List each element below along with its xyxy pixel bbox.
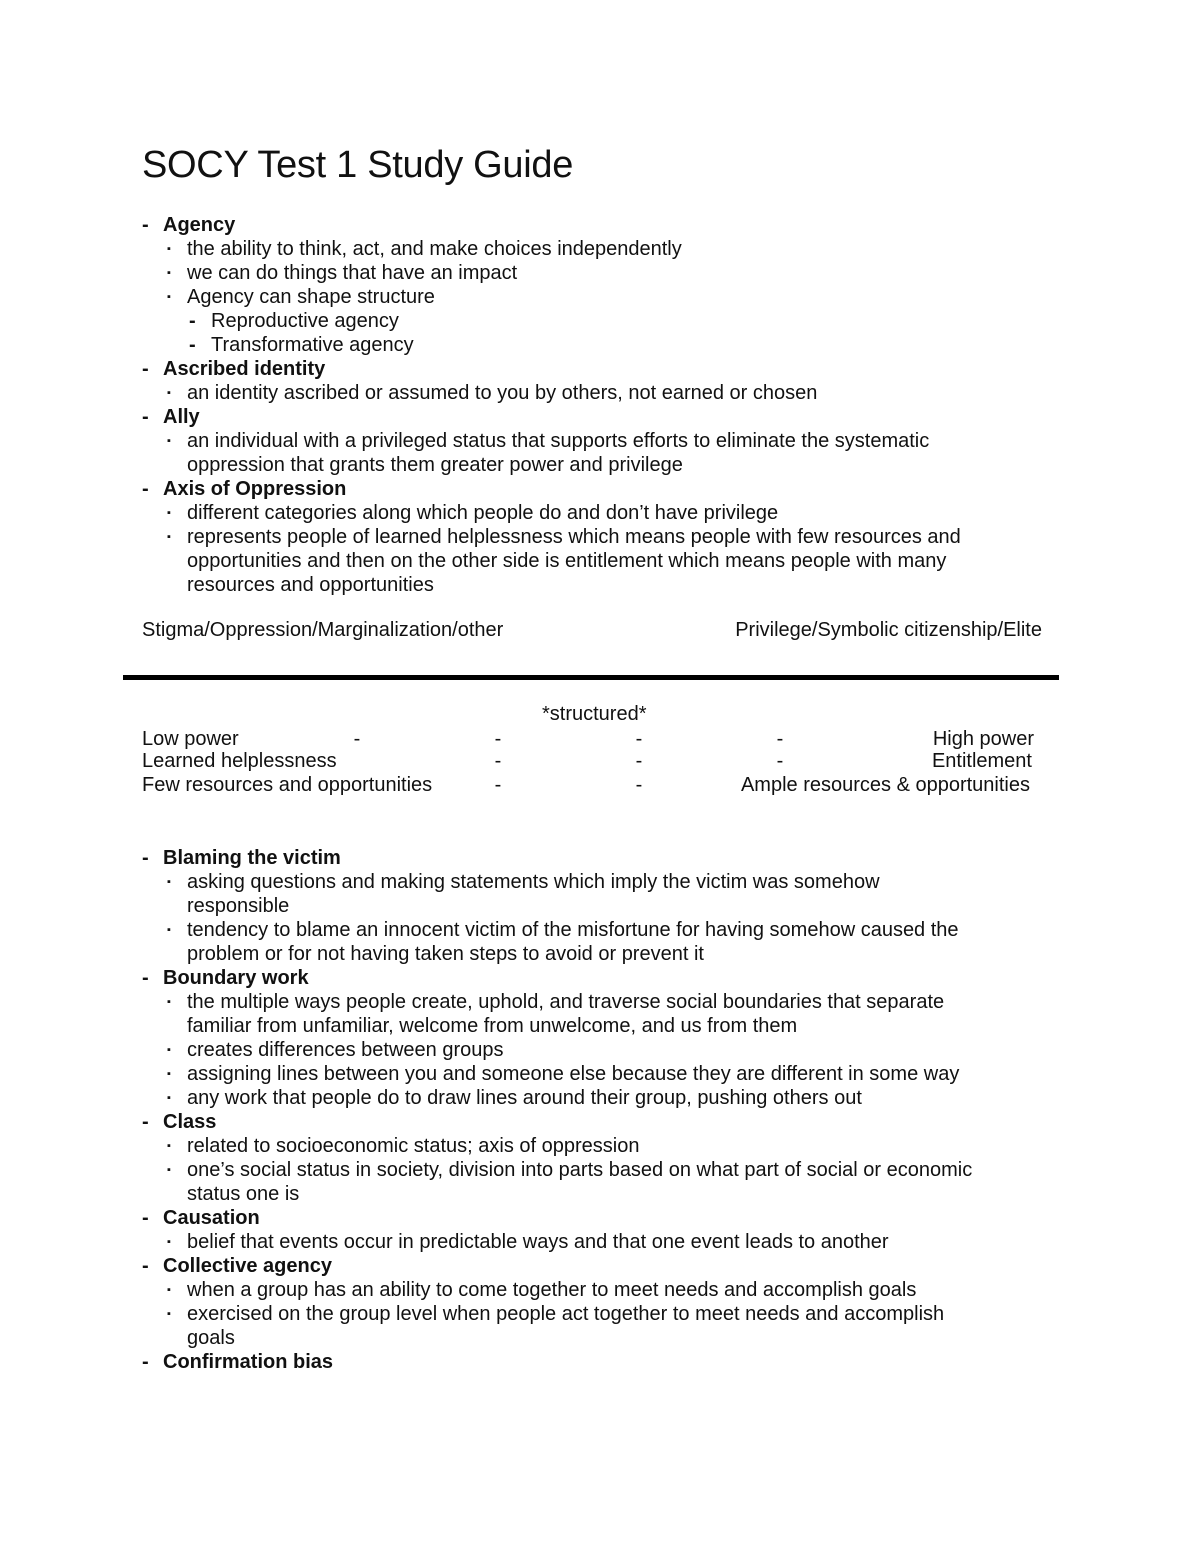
row-dash: -	[635, 750, 643, 772]
bullet-marker: ▪	[167, 531, 171, 543]
bullet-point	[142, 1278, 1072, 1302]
bullet-marker: ▪	[167, 387, 171, 399]
bullet-point	[142, 1086, 1072, 1110]
bullet-continuation	[142, 453, 1072, 477]
bullet-marker: ▪	[167, 1044, 171, 1056]
bullet-point-text: we can do things that have an impact	[187, 262, 518, 284]
bullet-point-text: assigning lines between you and someone else because they are different in some way	[187, 1063, 960, 1085]
bullet-marker: ▪	[167, 1164, 171, 1176]
bullet-point	[142, 1230, 1072, 1254]
bullet-point-text: different categories along which people do and don’t have privilege	[187, 502, 779, 524]
dash-marker: -	[142, 967, 149, 989]
bullet-marker: ▪	[167, 507, 171, 519]
sub-point	[142, 333, 1072, 357]
bullet-point-text: an individual with a privileged status that supports efforts to eliminate the systematic	[187, 430, 930, 452]
term-heading	[142, 966, 1072, 990]
dash-marker: -	[142, 1111, 149, 1133]
sub-point-text: Reproductive agency	[211, 310, 399, 332]
term-heading-text: Class	[163, 1111, 217, 1133]
bullet-point	[142, 1038, 1072, 1062]
row-left-label: Few resources and opportunities	[142, 774, 433, 796]
bullet-point	[142, 870, 1072, 894]
bullet-marker: ▪	[167, 876, 171, 888]
dash-marker: -	[142, 1351, 149, 1373]
bullet-point-text: any work that people do to draw lines around their group, pushing others out	[187, 1087, 862, 1109]
bullet-continuation	[142, 942, 1072, 966]
row-right-label: Entitlement	[931, 750, 1032, 772]
bullet-point-text: when a group has an ability to come together to meet needs and accomplish goals	[187, 1279, 917, 1301]
bullet-point	[142, 525, 1072, 549]
bullet-continuation-text: familiar from unfamiliar, welcome from unwelcome, and us from them	[187, 1015, 798, 1037]
row-dash: -	[494, 728, 502, 750]
dash-marker: -	[142, 1255, 149, 1277]
row-dash: -	[635, 774, 643, 796]
structured-caption: *structured*	[542, 703, 647, 725]
term-heading	[142, 357, 1072, 381]
dash-marker: -	[142, 358, 149, 380]
term-heading-text: Boundary work	[163, 967, 309, 989]
term-heading-text: Confirmation bias	[163, 1351, 334, 1373]
row-dash: -	[494, 774, 502, 796]
term-heading-text: Ally	[163, 406, 200, 428]
bullet-point	[142, 1302, 1072, 1326]
bullet-point	[142, 429, 1072, 453]
term-heading-text: Axis of Oppression	[163, 478, 347, 500]
term-list-part-1	[142, 213, 1072, 597]
bullet-marker: ▪	[167, 1308, 171, 1320]
bullet-point	[142, 1158, 1072, 1182]
bullet-point-text: Agency can shape structure	[187, 286, 435, 308]
row-right-label: High power	[932, 728, 1034, 750]
bullet-point	[142, 1062, 1072, 1086]
term-heading-text: Causation	[163, 1207, 260, 1229]
bullet-point-text: one’s social status in society, division into parts based on what part of social or economic	[187, 1159, 973, 1181]
dash-marker: -	[142, 478, 149, 500]
bullet-point-text: the ability to think, act, and make choices independently	[187, 238, 682, 260]
bullet-point-text: tendency to blame an innocent victim of the misfortune for having somehow caused the	[187, 919, 959, 941]
bullet-marker: ▪	[167, 924, 171, 936]
bullet-point-text: asking questions and making statements which imply the victim was somehow	[187, 871, 880, 893]
bullet-continuation-text: responsible	[187, 895, 290, 917]
bullet-continuation	[142, 573, 1072, 597]
bullet-point-text: represents people of learned helplessness which means people with few resources and	[187, 526, 961, 548]
term-heading-text: Ascribed identity	[163, 358, 326, 380]
bullet-point-text: belief that events occur in predictable ways and that one event leads to another	[187, 1231, 889, 1253]
sub-point-text: Transformative agency	[211, 334, 414, 356]
dash-marker: -	[189, 334, 196, 356]
bullet-point-text: exercised on the group level when people act together to meet needs and accomplish	[187, 1303, 945, 1325]
dash-marker: -	[142, 406, 149, 428]
dash-marker: -	[142, 214, 149, 236]
row-dash: -	[635, 728, 643, 750]
term-heading	[142, 477, 1072, 501]
row-right-label: Ample resources & opportunities	[740, 774, 1030, 796]
term-heading	[142, 1110, 1072, 1134]
bullet-marker: ▪	[167, 267, 171, 279]
bullet-continuation	[142, 1014, 1072, 1038]
bullet-marker: ▪	[167, 1284, 171, 1296]
bullet-marker: ▪	[167, 243, 171, 255]
bullet-point	[142, 381, 1072, 405]
bullet-continuation-text: goals	[187, 1327, 235, 1349]
bullet-continuation	[142, 549, 1072, 573]
spectrum-right-label: Privilege/Symbolic citizenship/Elite	[735, 619, 1042, 641]
bullet-continuation-text: oppression that grants them greater power and privilege	[187, 454, 683, 476]
bullet-point	[142, 1134, 1072, 1158]
term-heading-text: Agency	[163, 214, 236, 236]
dash-marker: -	[142, 847, 149, 869]
bullet-continuation	[142, 1182, 1072, 1206]
bullet-point-text: related to socioeconomic status; axis of oppression	[187, 1135, 640, 1157]
row-dash: -	[494, 750, 502, 772]
bullet-marker: ▪	[167, 996, 171, 1008]
bullet-continuation-text: problem or for not having taken steps to avoid or prevent it	[187, 943, 704, 965]
bullet-marker: ▪	[167, 1140, 171, 1152]
bullet-continuation-text: resources and opportunities	[187, 574, 434, 596]
page-title: SOCY Test 1 Study Guide	[142, 144, 574, 186]
bullet-point	[142, 285, 1072, 309]
row-dash: -	[353, 728, 361, 750]
row-dash: -	[776, 728, 784, 750]
row-dash: -	[776, 750, 784, 772]
row-left-label: Low power	[142, 728, 239, 750]
term-heading	[142, 846, 1072, 870]
dash-marker: -	[142, 1207, 149, 1229]
term-list-part-2	[142, 846, 1072, 1374]
bullet-point-text: the multiple ways people create, uphold, and traverse social boundaries that separate	[187, 991, 945, 1013]
bullet-marker: ▪	[167, 1068, 171, 1080]
bullet-continuation	[142, 894, 1072, 918]
term-heading	[142, 1350, 1072, 1374]
term-heading	[142, 213, 1072, 237]
row-left-label: Learned helplessness	[142, 750, 337, 772]
sub-point	[142, 309, 1072, 333]
bullet-point	[142, 501, 1072, 525]
bullet-point	[142, 261, 1072, 285]
bullet-point-text: creates differences between groups	[187, 1039, 504, 1061]
bullet-point	[142, 918, 1072, 942]
bullet-point-text: an identity ascribed or assumed to you by others, not earned or chosen	[187, 382, 818, 404]
spectrum-left-label: Stigma/Oppression/Marginalization/other	[142, 619, 504, 641]
bullet-point	[142, 237, 1072, 261]
bullet-continuation-text: status one is	[187, 1183, 300, 1205]
term-heading	[142, 1206, 1072, 1230]
term-heading	[142, 1254, 1072, 1278]
bullet-point	[142, 990, 1072, 1014]
bullet-marker: ▪	[167, 435, 171, 447]
term-heading-text: Blaming the victim	[163, 847, 341, 869]
term-heading-text: Collective agency	[163, 1255, 332, 1277]
bullet-continuation-text: opportunities and then on the other side is entitlement which means people with many	[187, 550, 947, 572]
dash-marker: -	[189, 310, 196, 332]
bullet-marker: ▪	[167, 291, 171, 303]
bullet-continuation	[142, 1326, 1072, 1350]
term-heading	[142, 405, 1072, 429]
bullet-marker: ▪	[167, 1092, 171, 1104]
bullet-marker: ▪	[167, 1236, 171, 1248]
horizontal-divider	[123, 675, 1059, 680]
